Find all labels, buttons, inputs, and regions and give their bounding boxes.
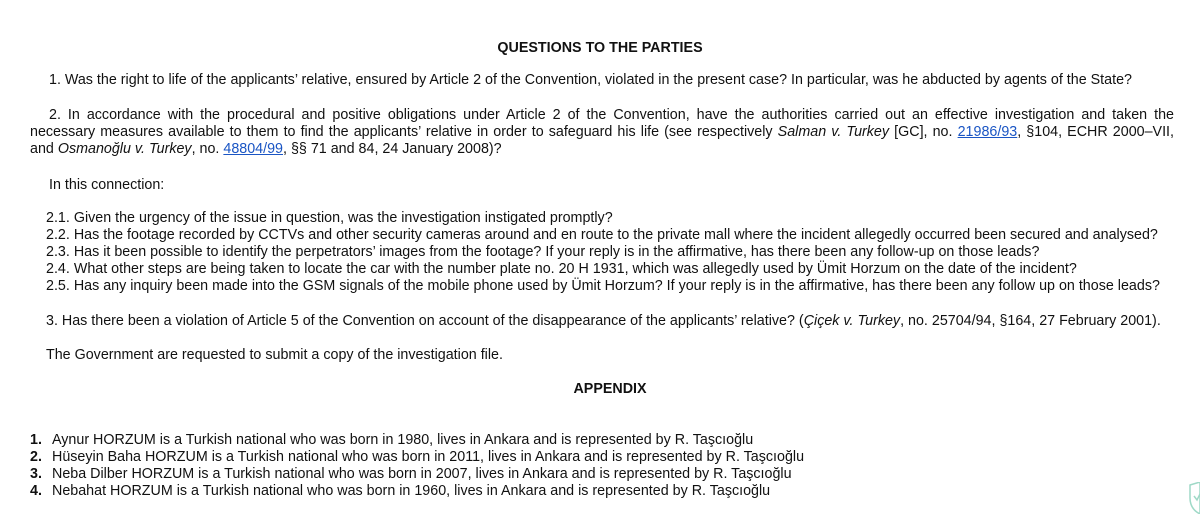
sub-question-2-2: 2.2. Has the footage recorded by CCTVs and other security cameras around and en route to the private mall where the incident allegedly occurred been secured and analysed? bbox=[46, 227, 1158, 243]
appendix-item-text: Neba Dilber HORZUM is a Turkish national who was born in 2007, lives in Ankara and is represented by R. Taşcıoğlu bbox=[52, 466, 792, 482]
application-link-48804-99[interactable]: 48804/99 bbox=[223, 141, 284, 157]
question-3 bbox=[46, 313, 1161, 330]
appendix-item-text: Aynur HORZUM is a Turkish national who was born in 1980, lives in Ankara and is represented by R. Taşcıoğlu bbox=[52, 432, 754, 448]
case-name-cicek: Çiçek v. Turkey bbox=[803, 313, 901, 329]
appendix-item-number: 4. bbox=[30, 483, 42, 499]
sub-question-2-1: 2.1. Given the urgency of the issue in question, was the investigation instigated promptly? bbox=[46, 210, 613, 226]
government-request: The Government are requested to submit a copy of the investigation file. bbox=[46, 347, 503, 363]
question-2-line-2 bbox=[30, 124, 1174, 141]
sub-question-2-4: 2.4. What other steps are being taken to locate the car with the number plate no. 20 H 1931, which was allegedly used by Ümit Horzum on the date of the incident? bbox=[46, 261, 1077, 277]
appendix-item bbox=[30, 432, 753, 449]
question-2-text: , §104, ECHR 2000–VII, bbox=[1017, 124, 1174, 140]
question-2-text: , §§ 71 and 84, 24 January 2008)? bbox=[283, 141, 502, 157]
appendix-item bbox=[30, 483, 770, 500]
question-2-text: necessary measures available to them to find the applicants’ relative in order to safeguard his life (see respectively bbox=[30, 124, 778, 140]
case-name-osmanoglu: Osmanoğlu v. Turkey bbox=[57, 141, 192, 157]
shield-icon bbox=[1186, 482, 1200, 514]
appendix-item bbox=[30, 449, 804, 466]
question-2-line-1: 2. In accordance with the procedural and positive obligations under Article 2 of the Convention, have the authorities carried out an effective investigation and taken the bbox=[49, 107, 1174, 123]
appendix-item-number: 2. bbox=[30, 449, 42, 465]
question-2-line-3 bbox=[30, 141, 1174, 158]
question-3-text: , no. 25704/94, §164, 27 February 2001). bbox=[900, 313, 1161, 329]
appendix-item-number: 1. bbox=[30, 432, 42, 448]
appendix-item-text: Nebahat HORZUM is a Turkish national who was born in 1960, lives in Ankara and is represented by R. Taşcıoğlu bbox=[52, 483, 771, 499]
appendix-item-number: 3. bbox=[30, 466, 42, 482]
case-name-salman: Salman v. Turkey bbox=[777, 124, 890, 140]
questions-heading: QUESTIONS TO THE PARTIES bbox=[497, 40, 703, 56]
question-1: 1. Was the right to life of the applicants’ relative, ensured by Article 2 of the Convention, violated in the present case? In particular, was he abducted by agents of the State? bbox=[49, 72, 1132, 88]
sub-question-2-5: 2.5. Has any inquiry been made into the GSM signals of the mobile phone used by Ümit Horzum? If your reply is in the affirmative, has there been any follow up on those leads? bbox=[46, 278, 1160, 294]
question-2-text: , no. bbox=[191, 141, 224, 157]
appendix-item bbox=[30, 466, 792, 483]
question-2-text: [GC], no. bbox=[889, 124, 958, 140]
question-3-text: 3. Has there been a violation of Article 5 of the Convention on account of the disappearance of the applicants’ relative? ( bbox=[46, 313, 804, 329]
connection-text: In this connection: bbox=[49, 177, 165, 193]
appendix-item-text: Hüseyin Baha HORZUM is a Turkish national who was born in 2011, lives in Ankara and is represented by R. Taşcıoğlu bbox=[52, 449, 805, 465]
sub-question-2-3: 2.3. Has it been possible to identify the perpetrators’ images from the footage? If your reply is in the affirmative, has there been any follow-up on those leads? bbox=[46, 244, 1040, 260]
application-link-21986-93[interactable]: 21986/93 bbox=[957, 124, 1018, 140]
appendix-heading: APPENDIX bbox=[573, 381, 647, 397]
question-2-text: and bbox=[30, 141, 58, 157]
question-2 bbox=[30, 107, 1174, 158]
